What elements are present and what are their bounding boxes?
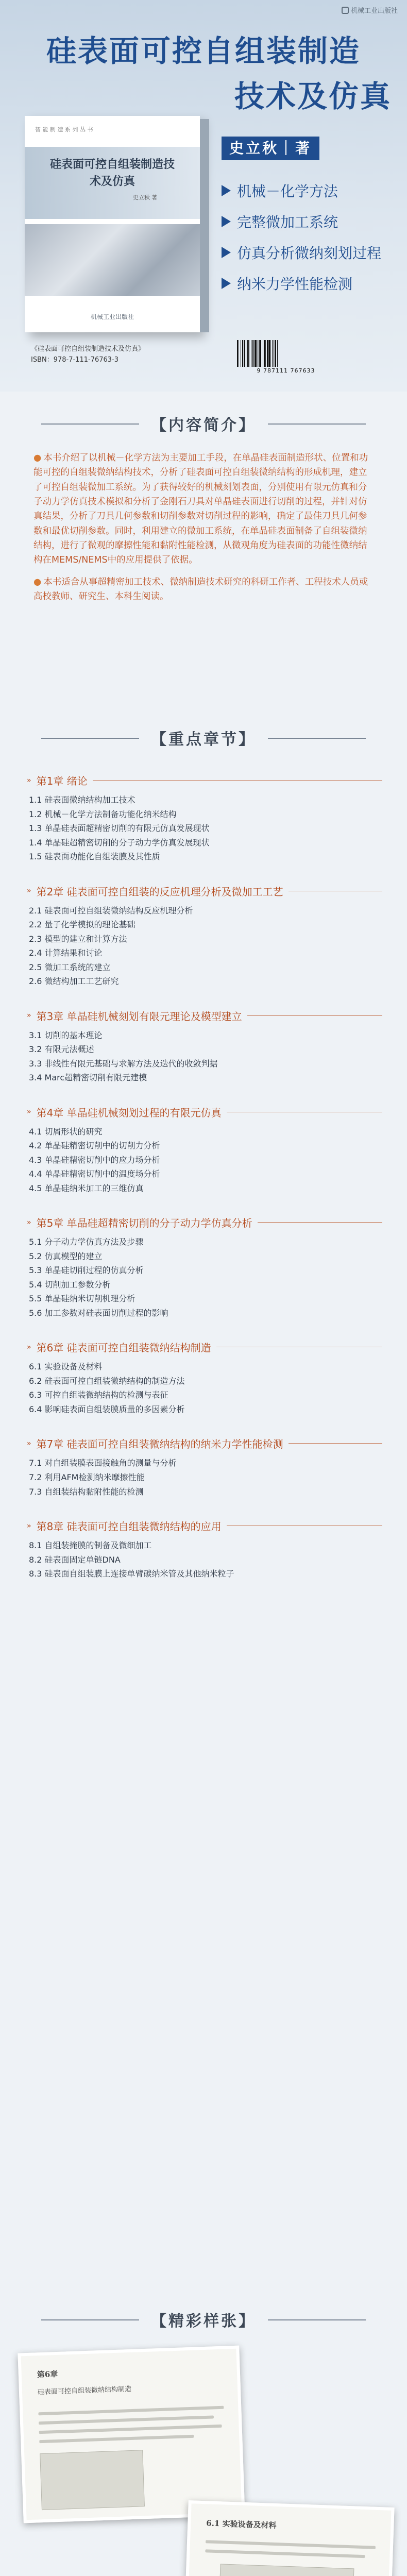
chapter-section: 1.5 硅表面功能化自组装膜及其性质 [29, 852, 160, 862]
text-line [39, 2435, 194, 2443]
chapter-section: 7.2 利用AFM检测纳米摩擦性能 [29, 1472, 145, 1482]
divider [41, 2319, 139, 2320]
chapter-section: 6.3 可控自组装微纳结构的检测与表征 [29, 1390, 168, 1400]
feature-item [222, 237, 381, 268]
chapter-title: 第8章 硅表面可控自组装微纳结构的应用 [36, 1520, 222, 1533]
page-title-line2: 技术及仿真 [234, 79, 392, 114]
section-header-chapters [0, 726, 407, 749]
cover-illustration [25, 224, 200, 296]
chapter-section: 3.2 有限元法概述 [29, 1044, 94, 1055]
chapter-title: 第3章 单晶硅机械刻划有限元理论及模型建立 [36, 1010, 242, 1023]
bib-title: 《硅表面可控自组装制造技术及仿真》 [31, 345, 145, 353]
text-line [39, 2415, 214, 2425]
page-title-line1: 硅表面可控自组装制造 [46, 33, 361, 69]
chapter-title: 第6章 硅表面可控自组装微纳结构制造 [36, 1342, 211, 1354]
publisher-logo-text: 机械工业出版社 [350, 7, 398, 15]
chapter-section: 5.1 分子动力学仿真方法及步骤 [29, 1237, 144, 1247]
cover-author: 史立秋 著 [133, 194, 158, 201]
chapter-title-row [27, 1105, 382, 1120]
chapter-section: 7.3 自组装结构黏附性能的检测 [29, 1486, 144, 1497]
chapter-title-row [27, 884, 382, 899]
chapter-section: 4.3 单晶硅精密切削中的应力场分析 [29, 1155, 160, 1165]
chapter-title: 第5章 单晶硅超精密切削的分子动力学仿真分析 [36, 1217, 252, 1230]
barcode-number: 9 787111 767633 [257, 367, 315, 374]
chapter-block [27, 884, 382, 989]
double-chevron-icon: » [27, 1439, 31, 1448]
chapter-title-row [27, 1340, 382, 1354]
triangle-bullet-icon [222, 185, 231, 196]
chapter-section: 3.3 非线性有限元基础与求解方法及迭代的收敛判据 [29, 1058, 218, 1069]
chapter-section: 4.5 单晶硅纳米加工的三维仿真 [29, 1183, 144, 1193]
double-chevron-icon: » [27, 1108, 31, 1116]
chapter-title: 第1章 绪论 [36, 775, 88, 787]
chapter-section: 8.2 硅表面固定单链DNA [29, 1554, 121, 1565]
double-chevron-icon: » [27, 1218, 31, 1227]
chapter-section: 6.4 影响硅表面自组装膜质量的多因素分析 [29, 1404, 185, 1414]
chapter-section: 5.2 仿真模型的建立 [29, 1251, 103, 1261]
divider [268, 738, 366, 739]
divider [41, 738, 139, 739]
book-cover [25, 116, 200, 332]
section-header-samples [0, 2308, 407, 2331]
divider [268, 2319, 366, 2320]
section-header-intro [0, 412, 407, 435]
feature-label: 仿真分析微纳刻划过程 [237, 245, 382, 262]
double-chevron-icon: » [27, 887, 31, 895]
text-line [205, 2549, 365, 2558]
double-chevron-icon: » [27, 1343, 31, 1351]
divider [268, 423, 366, 425]
bullet-dot-icon: ● [33, 577, 42, 587]
chapter-section: 5.4 切削加工参数分析 [29, 1279, 111, 1290]
section-title: 【重点章节】 [142, 726, 265, 749]
chapter-title-row [27, 1215, 382, 1230]
chapter-section: 2.3 模型的建立和计算方法 [29, 934, 127, 944]
chapter-block [27, 1215, 382, 1320]
chapter-section: 8.1 自组装掩膜的制备及微细加工 [29, 1540, 152, 1551]
chapter-list [27, 773, 382, 1601]
divider [289, 1443, 382, 1444]
chapter-title-row [27, 1436, 382, 1451]
triangle-bullet-icon [222, 278, 231, 289]
divider [247, 1015, 382, 1016]
double-chevron-icon: » [27, 1011, 31, 1020]
intro-paragraph: ● 本书适合从事超精密加工技术、微纳制造技术研究的科研工作者、工程技术人员或高校教师、研究生、本科生阅读。 [33, 577, 368, 602]
chapter-section: 8.3 硅表面自组装膜上连接单臂碳纳米管及其他纳米粒子 [29, 1569, 234, 1579]
sample-figure [217, 2564, 354, 2576]
chapter-section: 1.4 单晶硅超精密切削的分子动力学仿真发展现状 [29, 837, 210, 848]
chapter-block [27, 773, 382, 864]
chapter-title-row [27, 773, 382, 788]
chapter-section: 2.2 量子化学模拟的理论基础 [29, 920, 135, 930]
chapter-section: 5.6 加工参数对硅表面切削过程的影响 [29, 1308, 168, 1318]
triangle-bullet-icon [222, 216, 231, 227]
author-tag: 史立秋｜著 [222, 137, 319, 160]
feature-item [222, 268, 381, 299]
chapter-section: 4.4 单晶硅精密切削中的温度场分析 [29, 1169, 160, 1179]
sample-page-heading: 第6章 [37, 2369, 58, 2380]
publisher-logo-icon [342, 7, 349, 14]
chapter-title: 第2章 硅表面可控自组装的反应机理分析及微加工工艺 [36, 885, 283, 898]
bullet-dot-icon: ● [33, 453, 42, 463]
chapter-section: 2.6 微结构加工工艺研究 [29, 976, 119, 987]
double-chevron-icon: » [27, 1521, 31, 1530]
chapter-section: 3.4 Marc超精密切削有限元建模 [29, 1073, 147, 1083]
section-title: 【内容简介】 [142, 412, 265, 435]
chapter-section: 4.2 单晶硅精密切削中的切削力分析 [29, 1141, 160, 1151]
divider [41, 423, 139, 425]
chapter-block [27, 1436, 382, 1499]
isbn-barcode [237, 340, 335, 367]
barcode-bar [278, 340, 279, 367]
double-chevron-icon: » [27, 776, 31, 785]
feature-label: 完整微加工系统 [237, 214, 338, 231]
feature-label: 机械－化学方法 [237, 183, 338, 200]
chapter-section: 2.4 计算结果和讨论 [29, 948, 103, 958]
divider [258, 1222, 382, 1223]
text-line [206, 2540, 376, 2549]
sample-page-heading: 6.1 实验设备及材料 [206, 2518, 277, 2531]
section-title: 【精彩样张】 [142, 2308, 265, 2331]
sample-figure [40, 2450, 145, 2510]
cover-title: 硅表面可控自组装制造技术及仿真 [49, 158, 175, 188]
feature-item [222, 175, 381, 206]
intro-paragraph: ● 本书介绍了以机械－化学方法为主要加工手段，在单晶硅表面制造形状、位置和功能可控的自组装微纳结构技术，分析了硅表面可控自组装微纳结构的形成机理，建立了可控自组装微加工系统。为了获得较好的机械刻划表面，分别使用有限元仿真和分子动力学仿真技术模拟和分析了金刚石刀具对单晶硅表面进行切削的过程，并针对仿真结果，分析了刀具几何参数和切削参数对切削过程的影响，确定了最佳刀具几何参数和最优切削参数。同时，利用建立的微加工系统，在单晶硅表面制备了自组装微纳结构，进行了微观的摩擦性能和黏附性能检测，从微观角度为硅表面的功能性微纳结构在MEMS/NEMS中的应用提供了依据。 [33, 453, 368, 566]
chapter-section: 5.5 单晶硅纳米切削机理分析 [29, 1294, 135, 1304]
intro-text [33, 451, 374, 611]
chapter-block [27, 1518, 382, 1581]
sample-page-subheading: 硅表面可控自组装微纳结构制造 [37, 2385, 132, 2397]
hero-banner [0, 0, 407, 392]
chapter-title-row [27, 1518, 382, 1533]
chapter-section: 7.1 对自组装膜表面接触角的测量与分析 [29, 1458, 177, 1468]
text-line [38, 2406, 224, 2416]
chapter-section: 4.1 切屑形状的研究 [29, 1126, 103, 1137]
chapter-title: 第7章 硅表面可控自组装微纳结构的纳米力学性能检测 [36, 1438, 283, 1451]
divider [93, 780, 382, 781]
chapter-section: 2.5 微加工系统的建立 [29, 962, 111, 972]
book-spine [200, 119, 209, 332]
chapter-block [27, 1105, 382, 1196]
chapter-section: 3.1 切削的基本理论 [29, 1030, 103, 1040]
chapter-section: 1.3 单晶硅表面超精密切削的有限元仿真发展现状 [29, 823, 210, 834]
chapter-section: 6.1 实验设备及材料 [29, 1362, 103, 1372]
chapter-section: 5.3 单晶硅切削过程的仿真分析 [29, 1265, 144, 1276]
bib-isbn: ISBN：978-7-111-76763-3 [31, 355, 119, 364]
cover-series: 智 能 制 造 系 列 丛 书 [35, 126, 93, 133]
chapter-block [27, 1340, 382, 1416]
chapter-title: 第4章 单晶硅机械刻划过程的有限元仿真 [36, 1106, 222, 1119]
bibliographic-info [31, 344, 145, 366]
sample-page-photo [182, 2500, 394, 2576]
chapter-section: 2.1 硅表面可控自组装微纳结构反应机理分析 [29, 905, 193, 916]
feature-list [222, 175, 381, 299]
cover-publisher: 机械工业出版社 [90, 313, 134, 320]
text-line [39, 2425, 222, 2434]
chapter-section: 1.2 机械－化学方法制备功能化纳米结构 [29, 809, 177, 819]
sample-page-photo [18, 2346, 245, 2523]
feature-label: 纳米力学性能检测 [237, 276, 353, 293]
chapter-section: 6.2 硅表面可控自组装微纳结构的制造方法 [29, 1376, 185, 1386]
chapter-title-row [27, 1008, 382, 1023]
triangle-bullet-icon [222, 247, 231, 258]
chapter-section: 1.1 硅表面微纳结构加工技术 [29, 795, 135, 805]
chapter-block [27, 1008, 382, 1085]
publisher-logo [342, 5, 398, 15]
feature-item [222, 206, 381, 237]
